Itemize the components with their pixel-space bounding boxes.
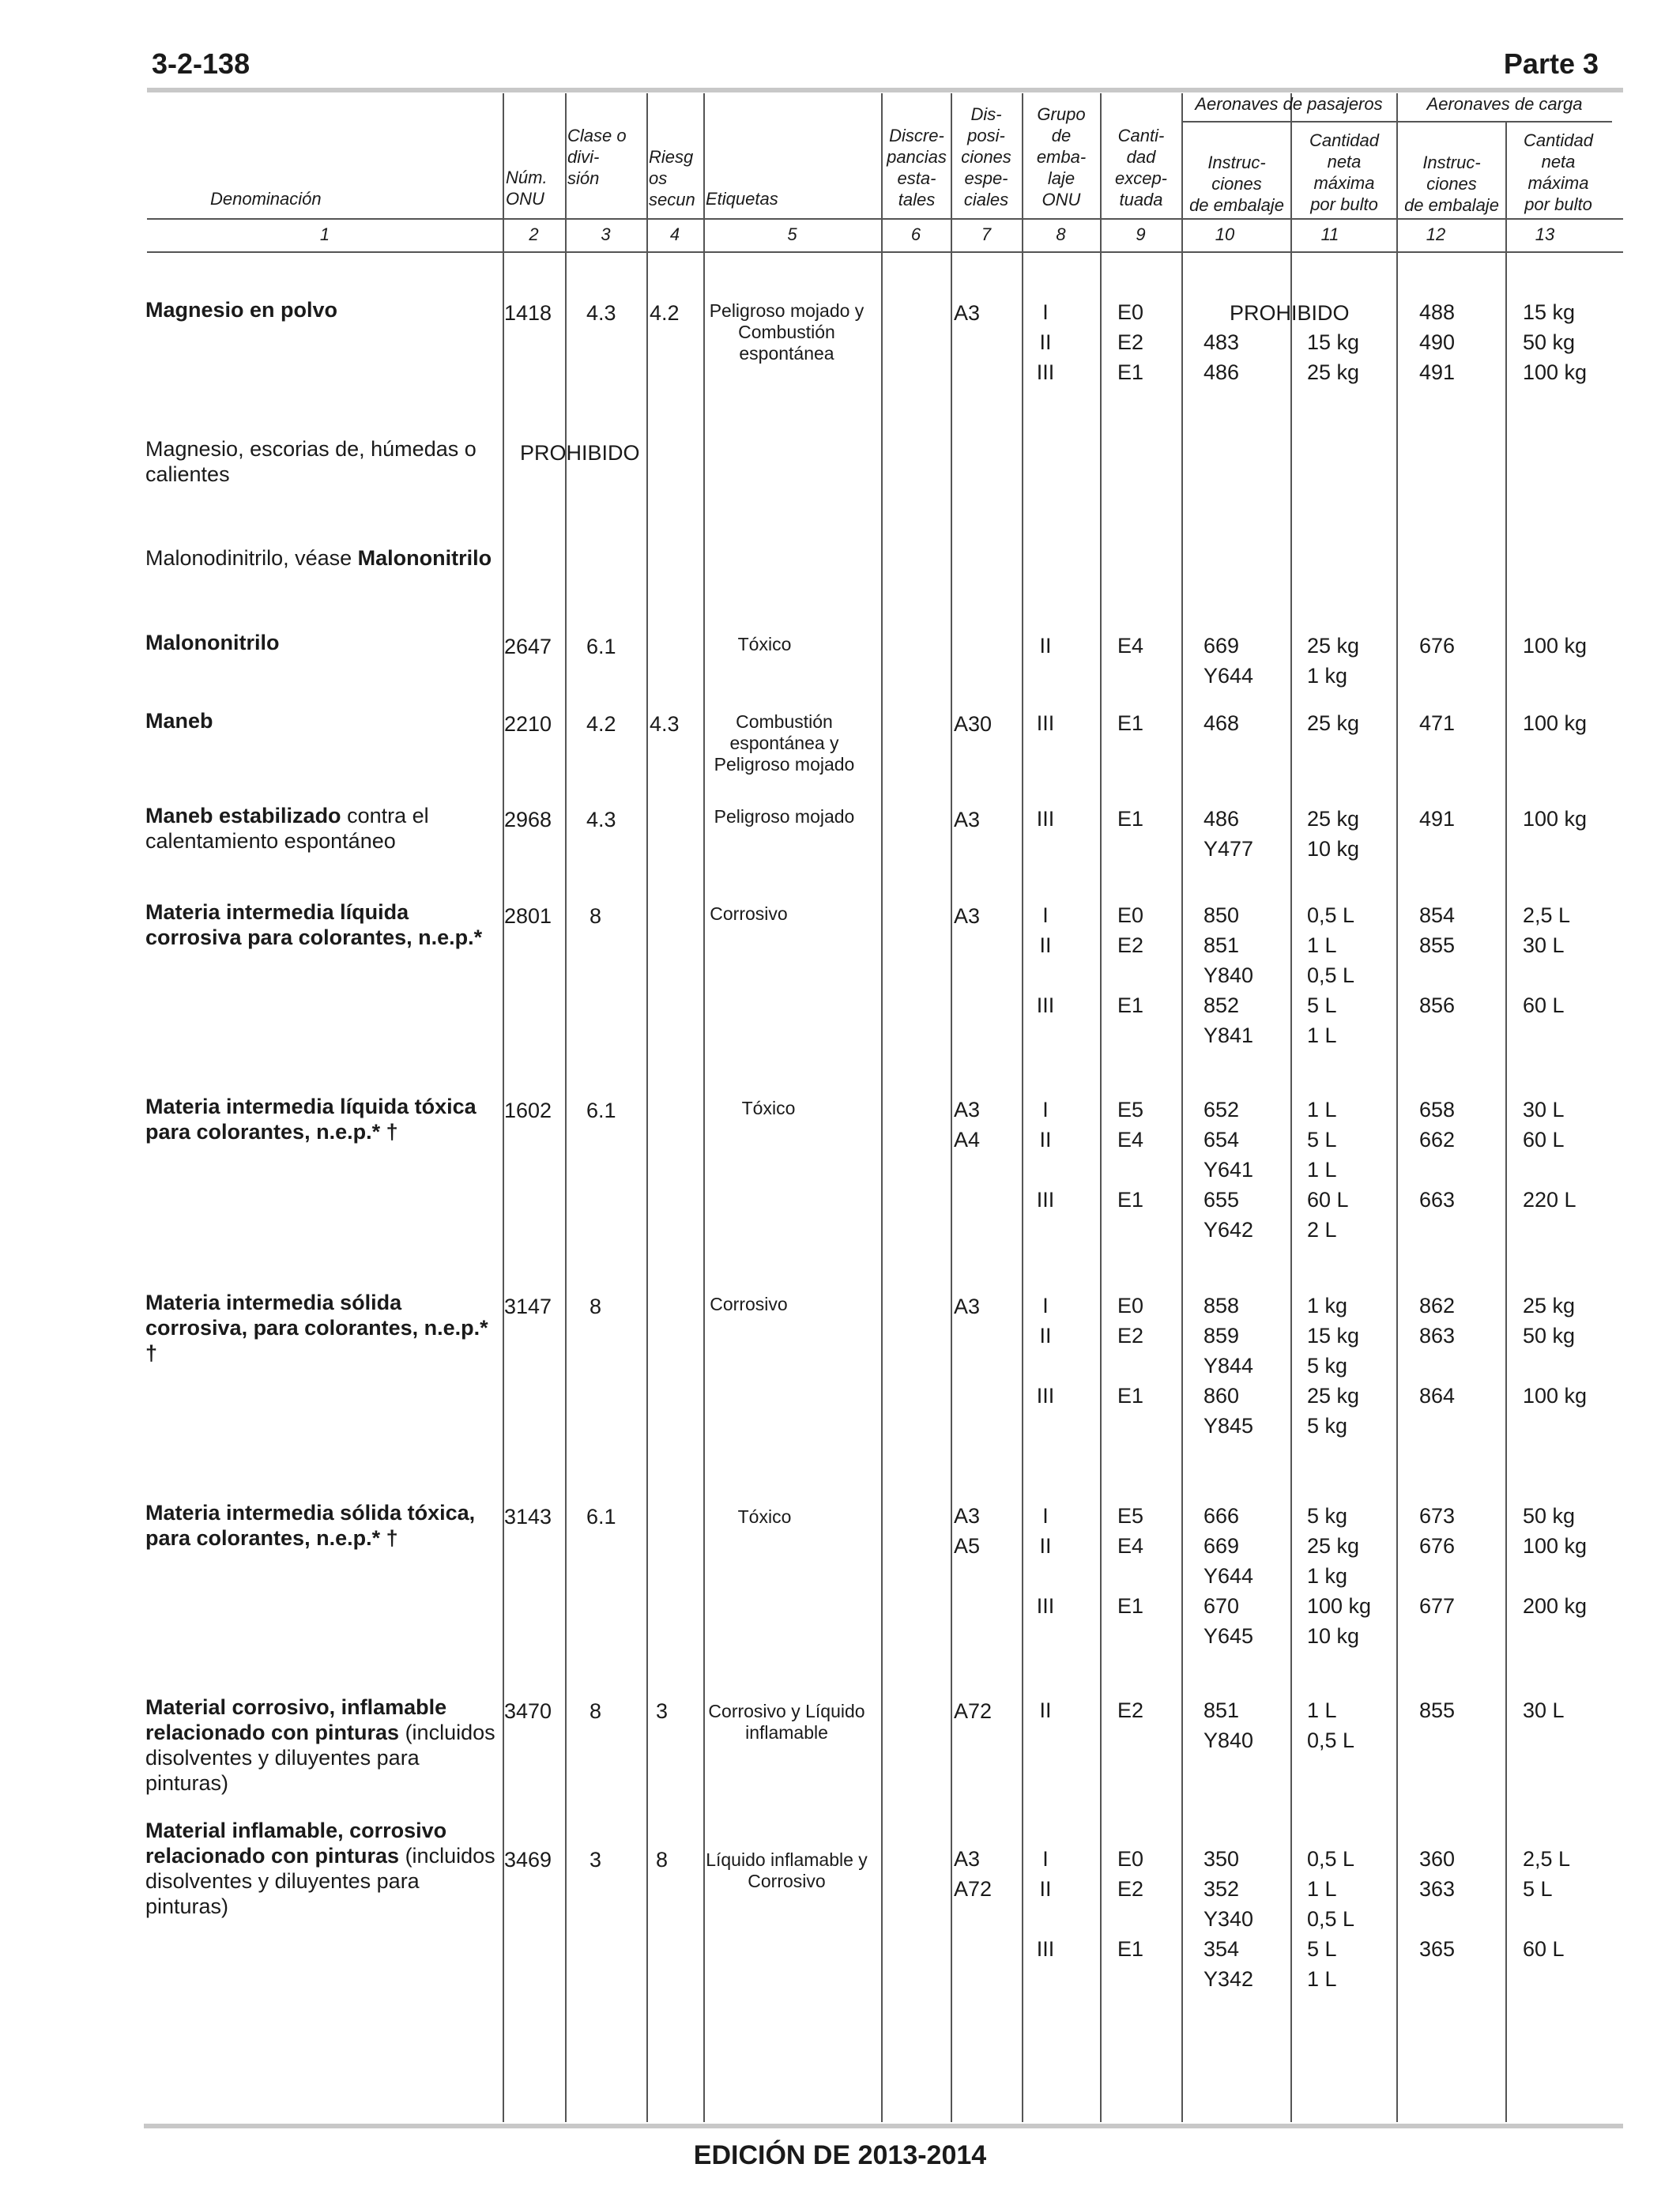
- packing-group: II: [1039, 634, 1052, 658]
- pax-packing-instructions: 652 654 Y641 655 Y642: [1203, 1098, 1254, 1242]
- hazard-labels: Corrosivo: [710, 903, 788, 924]
- col-divider: [565, 93, 567, 2122]
- special-provisions: A30: [954, 712, 993, 736]
- col-header-discrepancias: Discre- pancias esta- tales: [887, 126, 947, 209]
- hazard-labels: Tóxico: [737, 634, 792, 654]
- col-number: 6: [910, 224, 921, 244]
- edition-footer: EDICIÓN DE 2013-2014: [693, 2140, 987, 2170]
- col-header-cargo-instrucciones: Instruc- ciones de embalaje: [1404, 153, 1499, 215]
- row-name: Material inflamable, corrosivo relacionado con pinturas (incluidos disolventes y diluyentes para pinturas): [145, 1819, 495, 1918]
- cargo-packing-instructions: 471: [1419, 711, 1456, 735]
- cargo-max-quantity: 2,5 L 30 L 60 L: [1523, 903, 1571, 1017]
- row-name: Maneb estabilizado contra el calentamiento espontáneo: [145, 804, 429, 853]
- pax-packing-instructions: 851 Y840: [1203, 1698, 1254, 1752]
- pax-max-quantity: 25 kg: [1307, 711, 1360, 735]
- excepted-quantity: E0 E2 E1: [1117, 1294, 1144, 1408]
- pax-max-quantity: 15 kg 25 kg: [1307, 330, 1360, 384]
- un-number: 2647: [504, 635, 552, 658]
- packing-group: I II III: [1036, 1847, 1055, 1961]
- cargo-packing-instructions: 854 855 856: [1419, 903, 1456, 1017]
- col-header-denominacion: Denominación: [210, 189, 322, 209]
- col-divider: [646, 93, 648, 2122]
- pax-max-quantity: 1 L 0,5 L: [1307, 1698, 1355, 1752]
- pax-packing-instructions: 468: [1203, 711, 1240, 735]
- top-rule: [147, 88, 1623, 92]
- col-number: 11: [1320, 224, 1339, 244]
- prohibited-passenger: PROHIBIDO: [1230, 301, 1350, 325]
- class-division: 8: [590, 1699, 602, 1723]
- class-division: 8: [590, 904, 602, 928]
- cargo-max-quantity: 30 L 60 L 220 L: [1523, 1098, 1576, 1212]
- cargo-packing-instructions: 658 662 663: [1419, 1098, 1456, 1212]
- un-number: 1602: [504, 1099, 552, 1122]
- col-number: 1: [319, 224, 330, 244]
- col-number: 10: [1215, 224, 1235, 244]
- row-name: Magnesio en polvo: [145, 298, 338, 322]
- col-header-pax-cantidad: Cantidad neta máxima por bulto: [1309, 130, 1380, 214]
- hazard-labels: Tóxico: [737, 1506, 792, 1527]
- col-divider: [1100, 93, 1102, 2122]
- hazard-labels: Tóxico: [741, 1098, 796, 1118]
- pax-packing-instructions: 850 851 Y840 852 Y841: [1203, 903, 1254, 1047]
- excepted-quantity: E1: [1117, 711, 1144, 735]
- cargo-packing-instructions: 855: [1419, 1698, 1456, 1722]
- cargo-max-quantity: 30 L: [1523, 1698, 1565, 1722]
- hazard-labels: Corrosivo y Líquido inflamable: [708, 1701, 865, 1743]
- pax-max-quantity: 25 kg 10 kg: [1307, 807, 1360, 861]
- class-division: 4.3: [586, 808, 616, 831]
- col-number: 13: [1535, 224, 1555, 244]
- subsidiary-risk: 8: [656, 1848, 669, 1872]
- col-header-disposiciones: Dis- posi- ciones espe- ciales: [961, 104, 1011, 209]
- col-number: 9: [1136, 224, 1146, 244]
- pax-packing-instructions: 669 Y644: [1203, 634, 1254, 688]
- col-header-cantidad-exceptuada: Canti- dad excep- tuada: [1114, 126, 1168, 209]
- col-divider: [951, 93, 952, 2122]
- excepted-quantity: E4: [1117, 634, 1144, 658]
- hazard-labels: Peligroso mojado: [714, 806, 855, 827]
- pax-packing-instructions: 666 669 Y644 670 Y645: [1203, 1504, 1254, 1648]
- class-division: 4.3: [586, 301, 616, 325]
- col-header-pax-instrucciones: Instruc- ciones de embalaje: [1189, 153, 1284, 215]
- colnum-rule: [147, 251, 1623, 253]
- row-name: Materia intermedia líquida corrosiva para colorantes, n.e.p.*: [145, 900, 483, 949]
- cargo-packing-instructions: 488 490 491: [1419, 300, 1456, 384]
- excepted-quantity: E2: [1117, 1698, 1144, 1722]
- col-header-carga: Aeronaves de carga: [1426, 94, 1583, 114]
- col-divider: [1505, 122, 1507, 2122]
- special-provisions: A3: [954, 904, 981, 928]
- row-name: Maneb: [145, 709, 213, 733]
- pax-max-quantity: 0,5 L 1 L 0,5 L 5 L 1 L: [1307, 903, 1355, 1047]
- hazard-labels: Peligroso mojado y Combustión espontánea: [709, 300, 864, 364]
- cargo-max-quantity: 25 kg 50 kg 100 kg: [1523, 1294, 1588, 1408]
- class-division: 6.1: [586, 1505, 616, 1529]
- row-name: Materia intermedia sólida corrosiva, para colorantes, n.e.p.* †: [145, 1291, 488, 1365]
- col-header-num-onu: Núm. ONU: [506, 168, 548, 209]
- cargo-max-quantity: 2,5 L 5 L 60 L: [1523, 1847, 1571, 1961]
- un-number: 3470: [504, 1699, 552, 1723]
- col-divider: [881, 93, 883, 2122]
- col-number: 8: [1056, 224, 1066, 244]
- pax-packing-instructions: 350 352 Y340 354 Y342: [1203, 1847, 1254, 1991]
- packing-group: III: [1036, 807, 1055, 831]
- un-number: 1418: [504, 301, 552, 325]
- cargo-max-quantity: 100 kg: [1523, 807, 1588, 831]
- packing-group: I II III: [1036, 903, 1055, 1017]
- cargo-max-quantity: 100 kg: [1523, 711, 1588, 735]
- special-provisions: A3: [954, 301, 981, 325]
- row-name: Magnesio, escorias de, húmedas o calientes: [145, 437, 477, 486]
- packing-group: I II III: [1036, 1504, 1055, 1618]
- subsidiary-risk: 4.3: [650, 712, 680, 736]
- header-subrule: [1181, 121, 1612, 123]
- col-divider: [1181, 93, 1183, 2122]
- col-number: 12: [1426, 224, 1446, 244]
- col-number: 5: [787, 224, 797, 244]
- col-header-grupo: Grupo de emba- laje ONU: [1036, 104, 1087, 209]
- row-name: Materia intermedia sólida tóxica, para colorantes, n.e.p.* †: [145, 1501, 476, 1550]
- row-name: Materia intermedia líquida tóxica para colorantes, n.e.p.* †: [145, 1095, 477, 1144]
- pax-max-quantity: 5 kg 25 kg 1 kg 100 kg 10 kg: [1307, 1504, 1372, 1648]
- pax-packing-instructions: 483 486: [1203, 330, 1240, 384]
- pax-packing-instructions: 858 859 Y844 860 Y845: [1203, 1294, 1254, 1438]
- class-division: 3: [590, 1848, 602, 1872]
- class-division: 4.2: [586, 712, 616, 736]
- col-number: 3: [601, 224, 611, 244]
- col-divider: [1396, 93, 1398, 2122]
- cargo-packing-instructions: 360 363 365: [1419, 1847, 1456, 1961]
- cargo-max-quantity: 50 kg 100 kg 200 kg: [1523, 1504, 1588, 1618]
- special-provisions: A3 A4: [954, 1098, 981, 1152]
- col-header-pasajeros: Aeronaves de pasajeros: [1195, 94, 1383, 114]
- hazard-labels: Corrosivo: [710, 1294, 788, 1314]
- special-provisions: A3: [954, 808, 981, 831]
- special-provisions: A3 A72: [954, 1847, 993, 1901]
- packing-group: III: [1036, 711, 1055, 735]
- row-name: Malonodinitrilo, véase Malononitrilo: [145, 546, 492, 570]
- pax-max-quantity: 1 L 5 L 1 L 60 L 2 L: [1307, 1098, 1349, 1242]
- cargo-max-quantity: 15 kg 50 kg 100 kg: [1523, 300, 1588, 384]
- cargo-packing-instructions: 491: [1419, 807, 1456, 831]
- un-number: 3143: [504, 1505, 552, 1529]
- bottom-rule: [144, 2124, 1623, 2128]
- col-number: 7: [981, 224, 992, 244]
- pax-max-quantity: 0,5 L 1 L 0,5 L 5 L 1 L: [1307, 1847, 1355, 1991]
- packing-group: I II III: [1036, 1294, 1055, 1408]
- excepted-quantity: E0 E2 E1: [1117, 300, 1144, 384]
- subsidiary-risk: 3: [656, 1699, 669, 1723]
- excepted-quantity: E5 E4 E1: [1117, 1098, 1144, 1212]
- row-name: Malononitrilo: [145, 631, 280, 654]
- packing-group: II: [1039, 1698, 1052, 1722]
- cargo-packing-instructions: 862 863 864: [1419, 1294, 1456, 1408]
- excepted-quantity: E5 E4 E1: [1117, 1504, 1144, 1618]
- special-provisions: A3 A5: [954, 1504, 981, 1558]
- excepted-quantity: E0 E2 E1: [1117, 903, 1144, 1017]
- hazard-labels: Líquido inflamable y Corrosivo: [706, 1849, 868, 1891]
- un-number: 2801: [504, 904, 552, 928]
- col-header-riesgo: Riesg os secun: [649, 147, 695, 209]
- col-number: 4: [669, 224, 680, 244]
- un-number: 2210: [504, 712, 552, 736]
- cargo-packing-instructions: 676: [1419, 634, 1456, 658]
- class-division: 6.1: [586, 1099, 616, 1122]
- excepted-quantity: E1: [1117, 807, 1144, 831]
- un-number: 2968: [504, 808, 552, 831]
- page-number: 3-2-138: [152, 47, 250, 80]
- special-provisions: A72: [954, 1699, 993, 1723]
- row-name: Material corrosivo, inflamable relacionado con pinturas (incluidos disolventes y diluyentes para pinturas): [145, 1695, 495, 1795]
- prohibited-entry: PROHIBIDO: [520, 441, 640, 465]
- col-header-clase: Clase o divi- sión: [567, 126, 627, 188]
- pax-packing-instructions: 486 Y477: [1203, 807, 1254, 861]
- section-title: Parte 3: [1503, 47, 1599, 80]
- col-divider: [1290, 93, 1292, 2122]
- excepted-quantity: E0 E2 E1: [1117, 1847, 1144, 1961]
- class-division: 8: [590, 1295, 602, 1318]
- subsidiary-risk: 4.2: [650, 301, 680, 325]
- cargo-packing-instructions: 673 676 677: [1419, 1504, 1456, 1618]
- un-number: 3469: [504, 1848, 552, 1872]
- hazard-labels: Combustión espontánea y Peligroso mojado: [714, 711, 855, 775]
- un-number: 3147: [504, 1295, 552, 1318]
- col-header-cargo-cantidad: Cantidad neta máxima por bulto: [1523, 130, 1594, 214]
- cargo-max-quantity: 100 kg: [1523, 634, 1588, 658]
- pax-max-quantity: 25 kg 1 kg: [1307, 634, 1360, 688]
- special-provisions: A3: [954, 1295, 981, 1318]
- packing-group: I II III: [1036, 300, 1055, 384]
- col-number: 2: [529, 224, 539, 244]
- col-header-etiquetas: Etiquetas: [706, 189, 778, 209]
- header-rule: [147, 218, 1623, 220]
- class-division: 6.1: [586, 635, 616, 658]
- pax-max-quantity: 1 kg 15 kg 5 kg 25 kg 5 kg: [1307, 1294, 1360, 1438]
- packing-group: I II III: [1036, 1098, 1055, 1212]
